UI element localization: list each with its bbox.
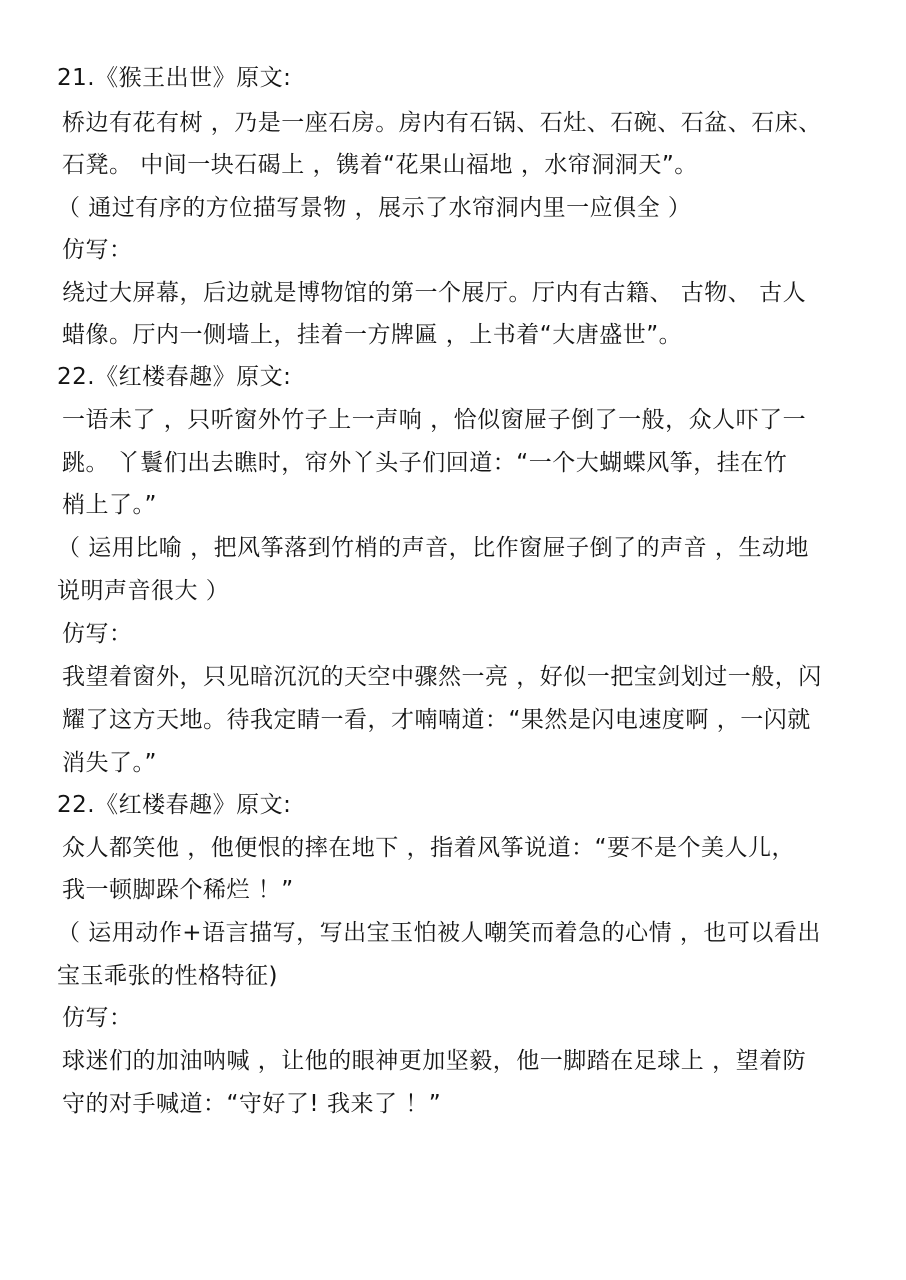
- imitation-text-line: 我望着窗外，只见暗沉沉的天空中骤然一亮 ，好似一把宝剑划过一般，闪: [62, 664, 822, 690]
- original-text-line: 跳。 丫鬟们出去瞧时，帘外丫头子们回道：“一个大蝴蝶风筝，挂在竹: [62, 450, 788, 476]
- imitation-label: 仿写：: [62, 1005, 133, 1031]
- imitation-text-line: 球迷们的加油呐喊 ，让他的眼神更加坚毅，他一脚踏在足球上 ，望着防: [62, 1048, 807, 1074]
- original-text-line: 梢上了。”: [62, 492, 157, 518]
- original-text-line: 桥边有花有树 ，乃是一座石房。房内有石锅、石灶、石碗、石盆、石床、: [62, 110, 822, 136]
- analysis-note-line: （ 运用比喻 ，把风筝落到竹梢的声音，比作窗屉子倒了的声音 ，生动地: [57, 535, 809, 561]
- imitation-label: 仿写：: [62, 237, 133, 263]
- imitation-text-line: 绕过大屏幕，后边就是博物馆的第一个展厅。厅内有古籍、 古物、 古人: [62, 280, 807, 306]
- original-text-line: 石凳。 中间一块石碣上 ，镌着“花果山福地 ，水帘洞洞天”。: [62, 152, 698, 178]
- imitation-text-line: 守的对手喊道：“守好了! 我来了 ！”: [62, 1091, 442, 1117]
- imitation-text-line: 蜡像。厅内一侧墙上，挂着一方牌匾 ，上书着“大唐盛世”。: [62, 322, 683, 348]
- original-text-line: 一语未了 ，只听窗外竹子上一声响 ，恰似窗屉子倒了一般，众人吓了一: [62, 407, 807, 433]
- imitation-label: 仿写：: [62, 621, 133, 647]
- analysis-note-line: 说明声音很大 ）: [57, 578, 230, 604]
- section-heading: 21.《猴王出世》原文:: [57, 65, 292, 91]
- section-heading: 22.《红楼春趣》原文:: [57, 792, 292, 818]
- analysis-note-line: （ 通过有序的方位描写景物 ，展示了水帘洞内里一应俱全 ）: [57, 195, 692, 221]
- original-text-line: 我一顿脚跺个稀烂 ！”: [62, 877, 294, 903]
- analysis-note-line: （ 运用动作+语言描写，写出宝玉怕被人嘲笑而着急的心情 ，也可以看出: [57, 920, 821, 946]
- imitation-text-line: 消失了。”: [62, 750, 157, 776]
- analysis-note-line: 宝玉乖张的性格特征): [57, 963, 278, 989]
- imitation-text-line: 耀了这方天地。待我定睛一看，才喃喃道：“果然是闪电速度啊 ，一闪就: [62, 707, 811, 733]
- section-heading: 22.《红楼春趣》原文:: [57, 364, 292, 390]
- original-text-line: 众人都笑他 ，他便恨的摔在地下 ，指着风筝说道：“要不是个美人儿，: [62, 835, 796, 861]
